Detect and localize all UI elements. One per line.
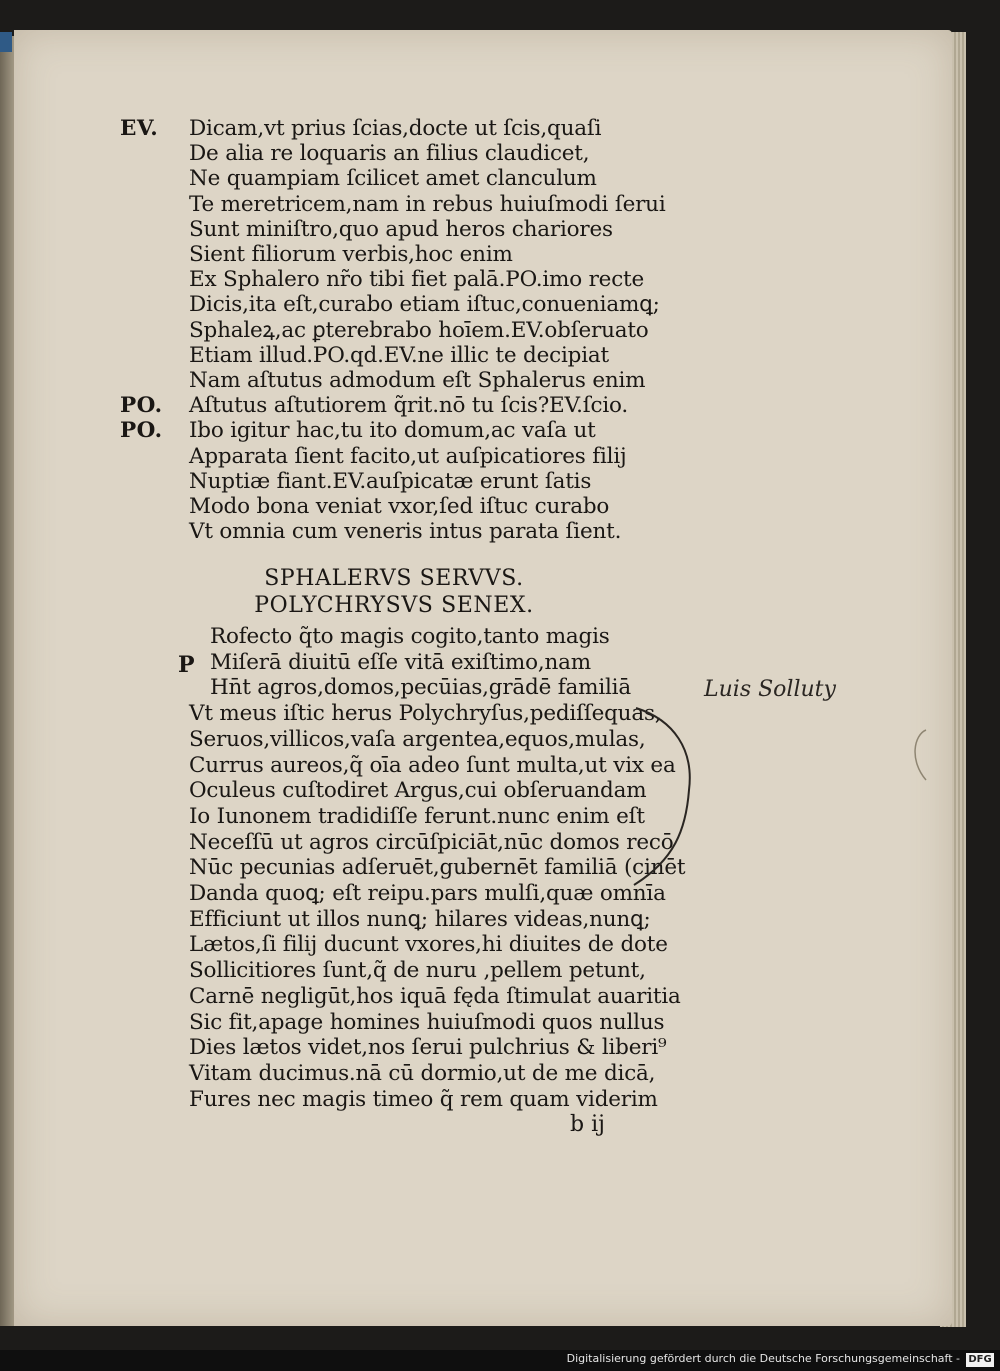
text-line: Aſtutus aſtutiorem q̃rit.nō tu ſcis?EV.ſcio. (189, 393, 629, 419)
book-page (14, 30, 952, 1326)
text-line: Miſerā diuitū eſſe vitā exiſtimo,nam (210, 649, 591, 675)
text-line: Ibo igitur hac,tu ito domum,ac vaſa ut (189, 418, 596, 444)
text-line: Ex Sphalero nr̃o tibi fiet palā.PO.imo recte (189, 267, 645, 293)
text-line: Carnē negligūt,hos iquā fęda ſtimulat auaritia (189, 983, 681, 1009)
text-line: Sphaleꝝ,ac ꝑterebrabo hoīem.EV.obſeruato (189, 317, 649, 343)
text-line: Vt meus iſtic herus Polychryſus,pediſſequas, (189, 701, 662, 727)
text-line: Ne quampiam ſcilicet amet clanculum (189, 166, 597, 192)
footer-bar (0, 1350, 1000, 1371)
margin-letter: P (178, 652, 195, 678)
text-line: Oculeus cuſtodiret Argus,cui obſeruandam (189, 778, 647, 804)
text-line: Modo bona veniat vxor,ſed iſtuc curabo (189, 494, 610, 519)
text-line: Vitam ducimus.nā cū dormio,ut de me dicā, (189, 1060, 656, 1086)
footer-credit: Digitalisierung gefördert durch die Deutsche Forschungsgemeinschaft - (566, 1352, 960, 1365)
text-line: Nuptiæ fiant.EV.auſpicatæ erunt ſatis (189, 468, 592, 494)
text-line: Lætos,ſi filij ducunt vxores,hi diuites de dote (189, 932, 668, 958)
speaker-label: PO. (120, 418, 163, 444)
text-line: Dicam,vt prius ſcias,docte ut ſcis,quaſi (189, 116, 602, 141)
text-line: Sient filiorum verbis,hoc enim (189, 242, 513, 267)
text-line: Io Iunonem tradidiſſe ferunt.nunc enim eſt (189, 803, 645, 829)
text-line: Apparata ſient facito,ut auſpicatiores filij (189, 443, 627, 469)
handwritten-annotation (14, 30, 952, 1326)
text-line: Fures nec magis timeo q̃ rem quam viderim (189, 1086, 658, 1112)
text-line: Sunt miniſtro,quo apud heros chariores (189, 216, 613, 242)
heading-line-2: POLYCHRYSVS SENEX. (254, 593, 534, 618)
text-line: Currus aureos,q̃ oīa adeo ſunt multa,ut vix ea (189, 752, 676, 778)
heading-line-1: SPHALERVS SERVVS. (264, 566, 524, 591)
text-line: Neceſſū ut agros circūſpiciāt,nūc domos recō (189, 829, 674, 855)
text-line: Etiam illud.PO.qd.EV.ne illic te decipiat (189, 342, 609, 368)
speaker-label: EV. (120, 116, 159, 141)
dfg-logo: DFG (966, 1353, 994, 1367)
text-line: Rofecto q̃to magis cogito,tanto magis (210, 624, 610, 649)
text-line: Nam aſtutus admodum eſt Sphalerus enim (189, 368, 646, 393)
text-line: Vt omnia cum veneris intus parata ſient. (189, 519, 622, 545)
handwritten-note: Luis Solluty (704, 677, 836, 702)
text-line: Sollicitiores ſunt,q̃ de nuru ,pellem petunt, (189, 958, 646, 984)
text-line: Sic fit,apage homines huiuſmodi quos nullus (189, 1009, 665, 1035)
text-line: Danda quoꝗ; eſt reipu.pars mulſi,quæ omnīa (189, 881, 666, 906)
binding-tab (0, 32, 12, 52)
text-line: De alia re loquaris an filius claudicet, (189, 141, 590, 167)
text-line: Dies lætos videt,nos ſerui pulchrius & liberi⁹ (189, 1035, 667, 1061)
text-line: Te meretricem,nam in rebus huiuſmodi ſerui (189, 191, 666, 217)
text-line: Nūc pecunias adſeruēt,gubernēt familiā (cinēt (189, 855, 686, 881)
text-line: Hn̄t agros,domos,pecūias,grādē familiā (210, 675, 631, 701)
text-line: Efficiunt ut illos nunꝗ; hilares videas,nunꝗ; (189, 906, 651, 932)
speaker-label: PO. (120, 393, 163, 419)
text-line: Seruos,villicos,vaſa argentea,equos,mulas, (189, 726, 646, 752)
signature-mark: b ij (570, 1112, 605, 1137)
text-line: Dicis,ita eſt,curabo etiam iſtuc,conueniamꝗ; (189, 292, 660, 318)
